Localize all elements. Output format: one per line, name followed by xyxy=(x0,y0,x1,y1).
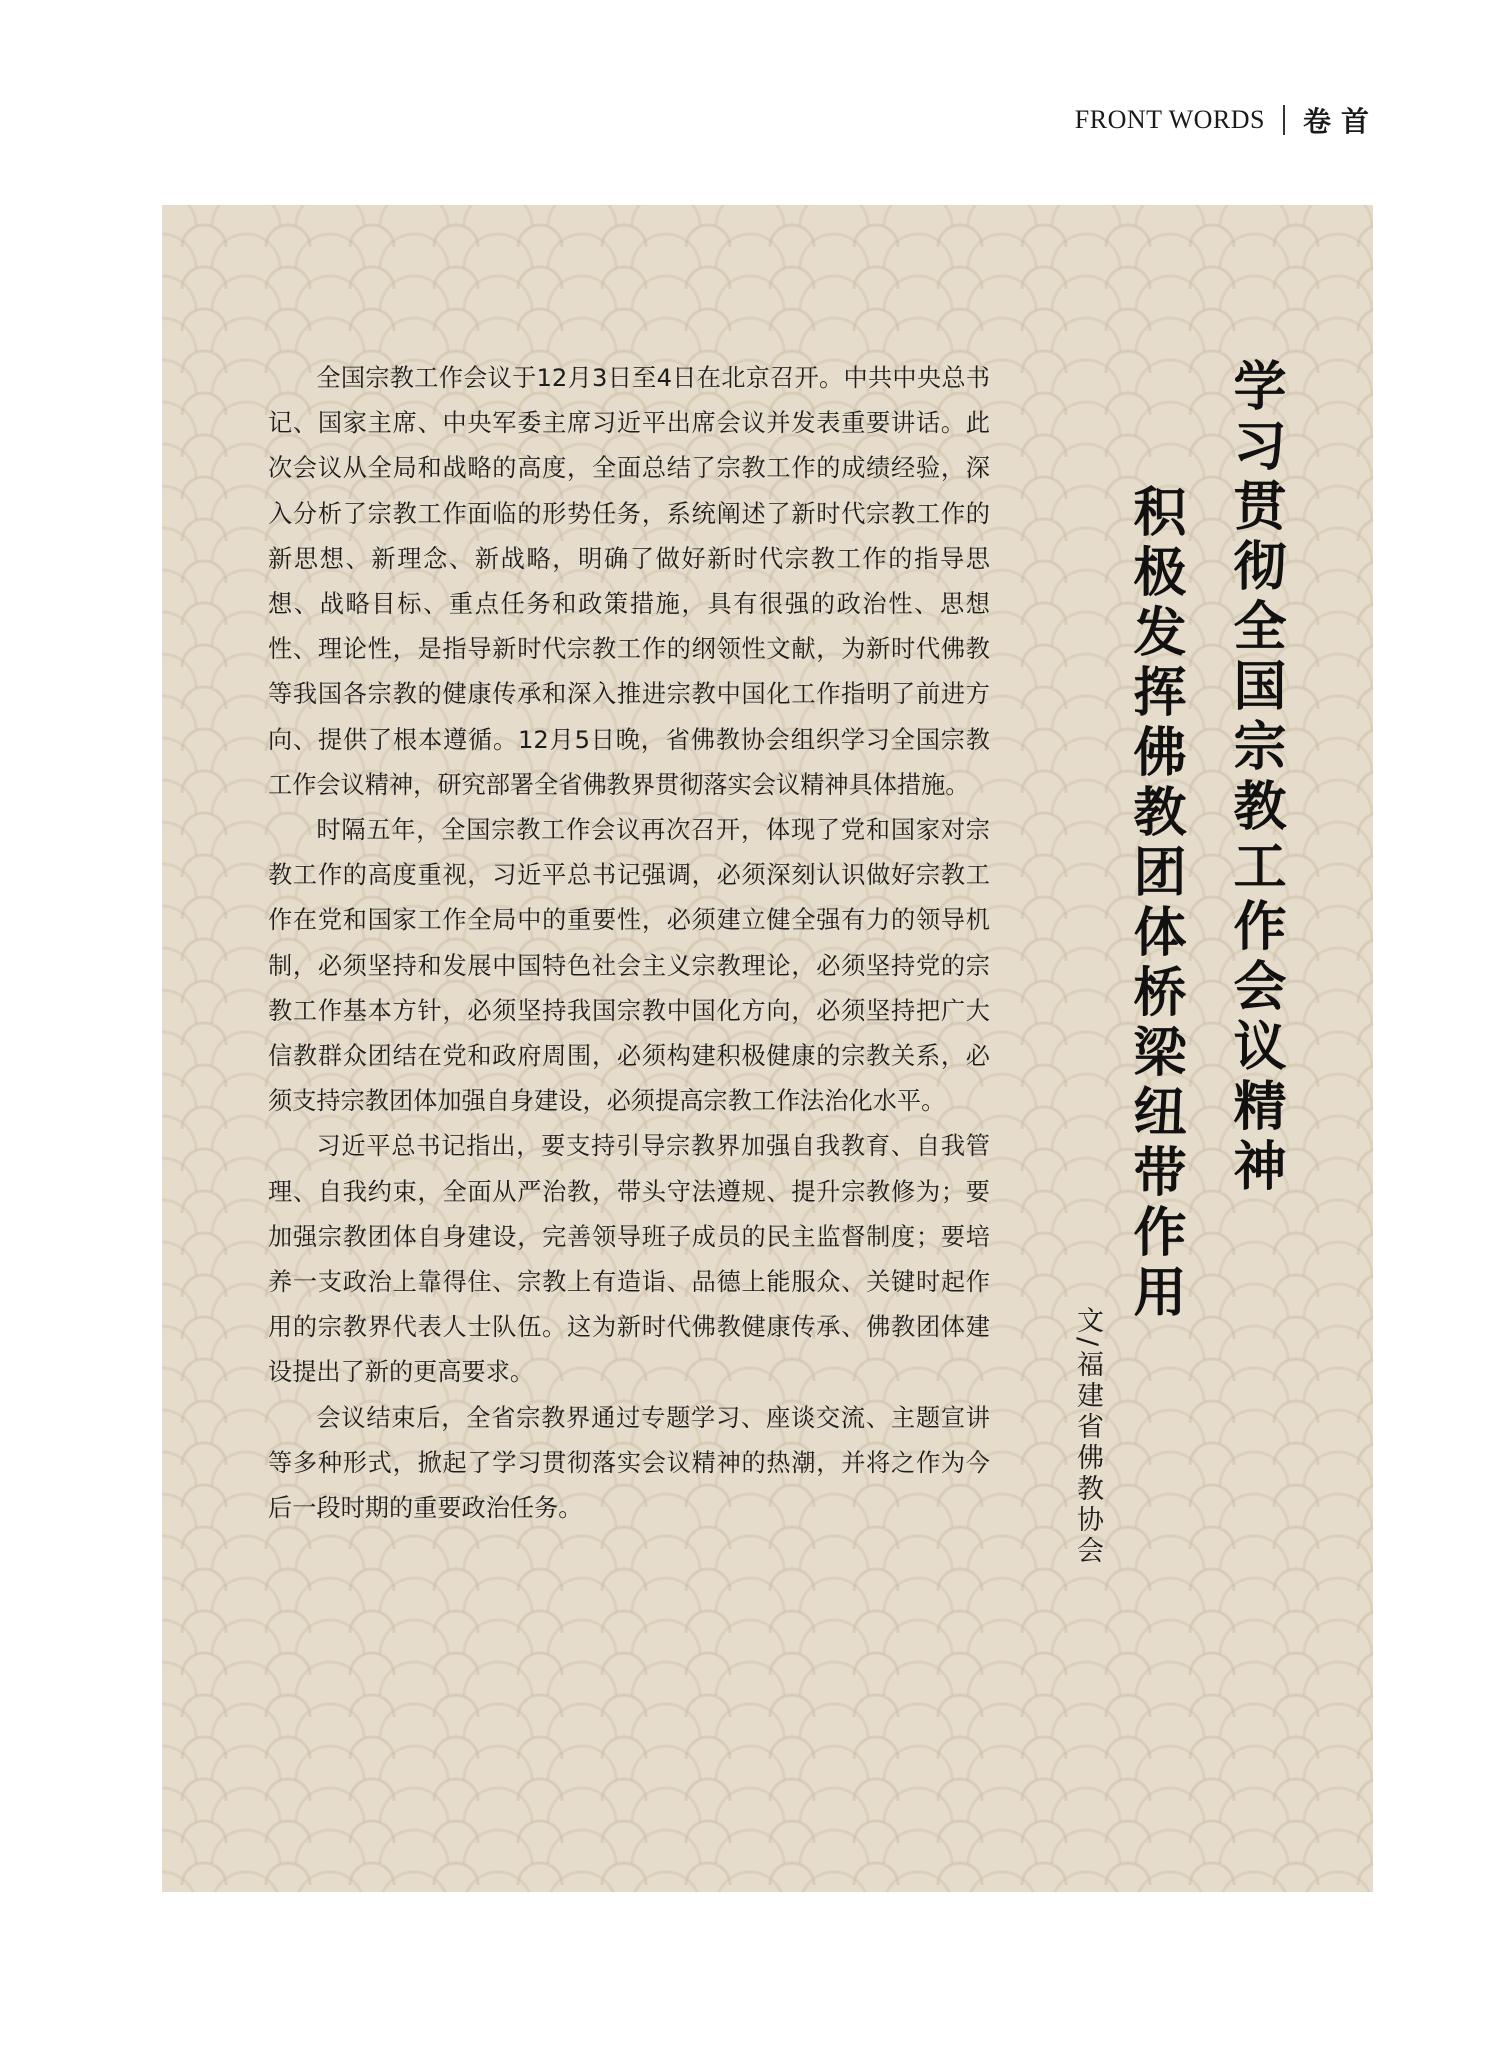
paragraph: 全国宗教工作会议于12月3日至4日在北京召开。中共中央总书记、国家主席、中央军委主席习近平出席会议并发表重要讲话。此次会议从全局和战略的高度，全面总结了宗教工作的成绩经验，深入分析了宗教工作面临的形势任务，系统阐述了新时代宗教工作的新思想、新理念、新战略，明确了做好新时代宗教工作的指导思想、战略目标、重点任务和政策措施，具有很强的政治性、思想性、理论性，是指导新时代宗教工作的纲领性文献，为新时代佛教等我国各宗教的健康传承和深入推进宗教中国化工作指明了前进方向、提供了根本遵循。12月5日晚，省佛教协会组织学习全国宗教工作会议精神，研究部署全省佛教界贯彻落实会议精神具体措施。 xyxy=(268,364,990,799)
article-title-line-1: 学习贯彻全国宗教工作会议精神 xyxy=(1225,358,1287,1198)
page-header xyxy=(1075,100,1379,140)
paragraph: 会议结束后，全省宗教界通过专题学习、座谈交流、主题宣讲等多种形式，掀起了学习贯彻落实会议精神的热潮，并将之作为今后一段时期的重要政治任务。 xyxy=(268,1403,990,1523)
article-body xyxy=(268,356,990,1531)
header-divider xyxy=(1283,105,1285,135)
section-label-en: FRONT WORDS xyxy=(1074,105,1265,134)
paragraph: 时隔五年，全国宗教工作会议再次召开，体现了党和国家对宗教工作的高度重视，习近平总书记强调，必须深刻认识做好宗教工作在党和国家工作全局中的重要性，必须建立健全强有力的领导机制，必须坚持和发展中国特色社会主义宗教理论，必须坚持党的宗教工作基本方针，必须坚持我国宗教中国化方向，必须坚持把广大信教群众团结在党和政府周围，必须构建积极健康的宗教关系，必须支持宗教团体加强自身建设，必须提高宗教工作法治化水平。 xyxy=(268,816,990,1116)
author-credit: 文/福建省佛教协会 xyxy=(1072,1306,1103,1568)
section-label-zh: 卷首 xyxy=(1302,105,1379,138)
paragraph: 习近平总书记指出，要支持引导宗教界加强自我教育、自我管理、自我约束，全面从严治教，带头守法遵规、提升宗教修为；要加强宗教团体自身建设，完善领导班子成员的民主监督制度；要培养一支政治上靠得住、宗教上有造诣、品德上能服众、关键时起作用的宗教界代表人士队伍。这为新时代佛教健康传承、佛教团体建设提出了新的更高要求。 xyxy=(268,1132,990,1387)
article-title-line-2: 积极发挥佛教团体桥梁纽带作用 xyxy=(1125,484,1187,1324)
